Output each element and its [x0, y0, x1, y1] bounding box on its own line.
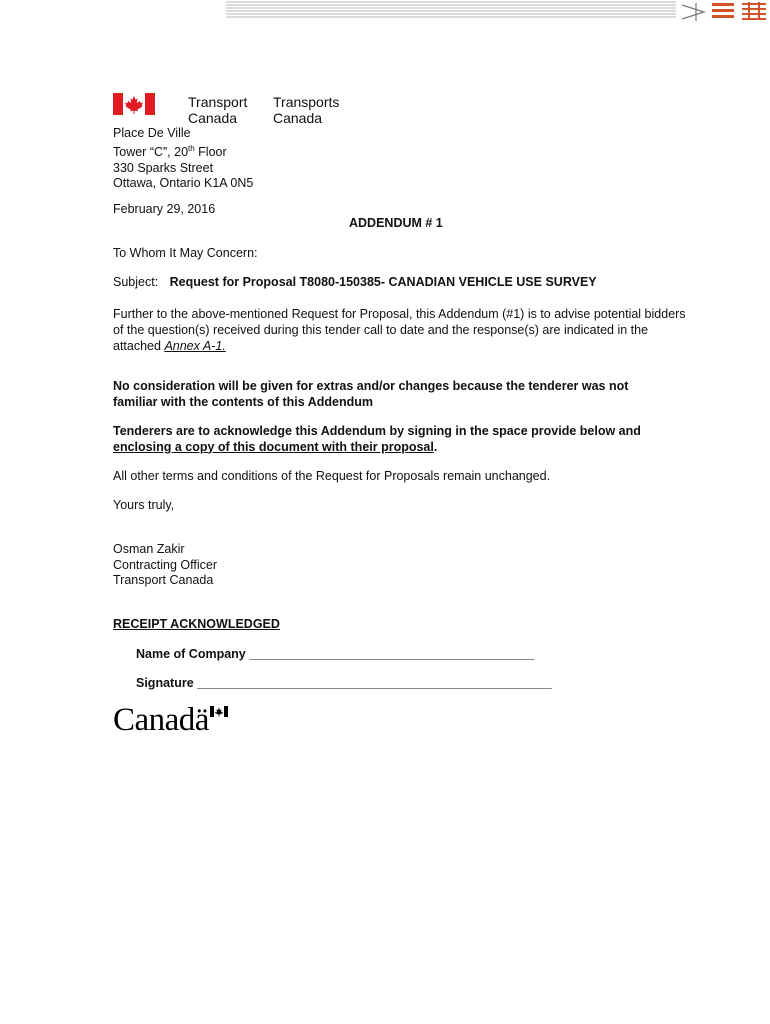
signature-field[interactable]: Signature ___________________________________________________ — [136, 676, 552, 690]
wordmark-text: Canadä — [113, 702, 209, 738]
paragraph-line: Further to the above-mentioned Request for Proposal, this Addendum (#1) is to advise potential bidders — [113, 307, 686, 321]
notice-line: familiar with the contents of this Addendum — [113, 394, 373, 409]
receipt-heading: RECEIPT ACKNOWLEDGED — [113, 617, 280, 631]
ordinal-suffix: th — [188, 144, 195, 154]
address-line: Ottawa, Ontario K1A 0N5 — [113, 176, 254, 191]
annex-link[interactable]: Annex A-1. — [164, 339, 226, 353]
address-text: Tower “C”, 20 — [113, 145, 189, 160]
closing: Yours truly, — [113, 498, 175, 512]
acknowledge-line: Tenderers are to acknowledge this Addendum by signing in the space provide below and — [113, 424, 641, 438]
acknowledge-end: . — [433, 439, 438, 454]
address-line — [113, 141, 253, 161]
dept-en-line2: Canada — [188, 110, 238, 126]
rail-icon — [742, 2, 766, 20]
other-terms: All other terms and conditions of the Request for Proposals remain unchanged. — [113, 469, 551, 483]
company-name-field[interactable]: Name of Company _________________________________________ — [136, 647, 535, 661]
address-line: Place De Ville — [113, 126, 191, 140]
salutation: To Whom It May Concern: — [113, 246, 258, 260]
subject-line — [113, 275, 597, 289]
dept-name-en — [188, 94, 247, 126]
dept-en-line1: Transport — [188, 94, 248, 110]
subject-label: Subject: — [113, 275, 159, 289]
dept-name-fr — [273, 94, 339, 126]
canada-flag-icon — [113, 93, 155, 115]
address-line: 330 Sparks Street — [113, 160, 214, 175]
wordmark-flag-icon — [210, 706, 228, 717]
paragraph-line: of the question(s) received during this tender call to date and the response(s) are indicated in the — [113, 323, 649, 337]
acknowledge-line — [113, 440, 641, 456]
acknowledge-underlined: enclosing a copy of this document with their proposal — [113, 439, 434, 454]
subject-text: Request for Proposal T8080-150385- CANADIAN VEHICLE USE SURVEY — [169, 275, 597, 289]
notice-line: No consideration will be given for extras and/or changes because the tenderer was not — [113, 379, 629, 393]
highway-icon — [712, 3, 734, 18]
header-banner — [226, 0, 770, 22]
intro-paragraph — [113, 306, 686, 354]
paragraph-line — [113, 338, 686, 354]
letter-date: February 29, 2016 — [113, 202, 216, 216]
address-block — [113, 126, 253, 192]
signer-block — [113, 542, 217, 589]
address-text: Floor — [194, 145, 227, 160]
canada-wordmark — [113, 703, 233, 737]
plane-icon — [682, 3, 704, 21]
dept-fr-line1: Transports — [273, 94, 340, 110]
signer-org: Transport Canada — [113, 573, 214, 587]
signer-name: Osman Zakir — [113, 542, 185, 556]
paragraph-text: attached — [113, 339, 165, 353]
notice-paragraph — [113, 379, 628, 410]
dept-fr-line2: Canada — [273, 110, 323, 126]
addendum-title: ADDENDUM # 1 — [349, 216, 443, 230]
acknowledge-paragraph — [113, 424, 641, 455]
signer-title: Contracting Officer — [113, 557, 217, 572]
